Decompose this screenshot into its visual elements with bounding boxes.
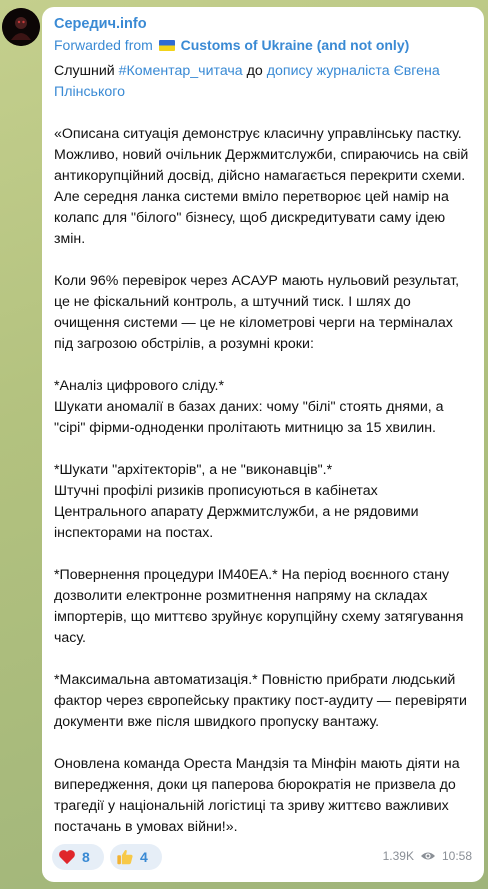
message-text [54,61,472,838]
paragraph: Оновлена команда Ореста Мандзія та Мінфін мають діяти на випередження, доки ця паперова бюрократія не призвела до трагедії у національній логістиці та зриву життєво важливих постачань в умовах війни!». [54,756,464,835]
message-meta [383,849,472,863]
paragraph: Коли 96% перевірок через АСАУР мають нульовий результат, це не фіскальний контроль, а штучний тиск. І шлях до очищення системи — це не кілометрові черги на терміналах під загрозою обстрілів, а розумні кроки: [54,273,464,352]
paragraph: *Аналіз цифрового сліду.* Шукати аномалії в базах даних: чому "білі" стоять днями, а "сірі" фірми-одноденки пролітають митницю за 15 хвилин. [54,378,444,436]
forwarded-header[interactable] [54,35,472,55]
reaction-count: 8 [82,849,90,865]
paragraph: «Описана ситуація демонструє класичну управлінську пастку. Можливо, новий очільник Держмитслужби, спираючись на свій антикорупційний досвід, дійсно намагається перекрити схеми. Але середня ланка системи вміло перетворює цей намір на колапс для "білого" бізнесу, щоб дискредитувати саму ідею змін. [54,126,473,247]
hashtag-link[interactable]: #Коментар_читача [118,63,243,79]
forwarded-source[interactable]: Customs of Ukraine (and not only) [180,37,410,53]
channel-name[interactable]: Середич.info [54,16,147,32]
view-count: 1.39K [382,849,414,863]
message-bubble [42,7,484,882]
intro-text-1: Слушний [54,63,119,79]
thumbs-up-icon [116,848,134,866]
paragraph: *Максимальна автоматизація.* Повністю прибрати людський фактор через європейську практику пост-аудиту — перевіряти документи вже після швидкого пропуску вантажу. [54,672,471,730]
eye-icon [420,850,436,862]
intro-text-2: до [242,63,267,79]
paragraph: *Повернення процедури ІМ40ЕА.* На період воєнного стану дозволити електронне розмитнення напряму на складах імпортерів, що миттєво зруйнує корупційну схему затягування часу. [54,567,468,646]
reaction-heart[interactable] [52,844,104,870]
heart-icon [58,848,76,866]
avatar-figure-icon [2,8,40,46]
reaction-thumbs-up[interactable] [110,844,162,870]
channel-avatar[interactable] [2,8,40,46]
message-footer [52,844,472,872]
article-link[interactable]: допису журналіста Євгена Плінського [54,63,444,100]
paragraph: *Шукати "архітекторів", а не "виконавців".* Штучні профілі ризиків прописуються в кабінетах Центрального апарату Держмитслужби, а не рядовими інспекторами на постах. [54,462,419,541]
forwarded-prefix: Forwarded from [54,37,153,53]
reaction-count: 4 [140,849,148,865]
ukraine-flag-icon [159,40,175,51]
message-time: 10:58 [441,849,472,863]
